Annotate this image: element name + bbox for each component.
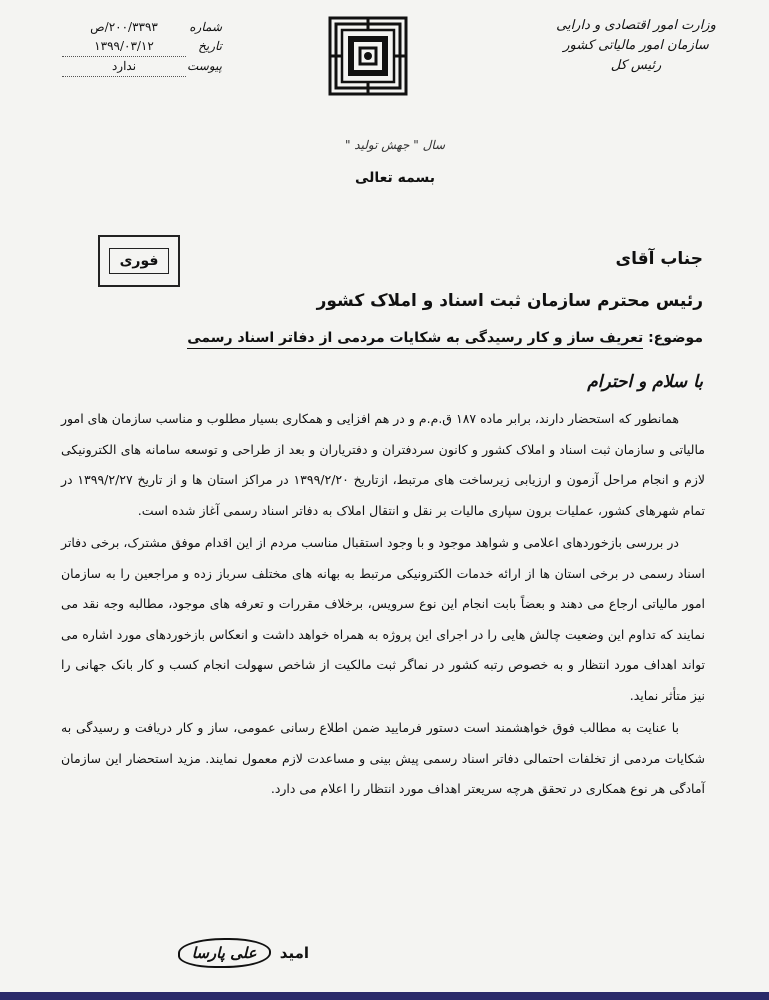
- emblem-logo: [328, 16, 408, 96]
- letter-meta: [62, 18, 222, 77]
- urgent-stamp: [98, 235, 180, 287]
- date-value: ۱۳۹۹/۰۳/۱۲: [62, 37, 186, 57]
- number-value: ۲۰۰/۳۳۹۳/ص: [90, 20, 158, 34]
- signature: [149, 938, 309, 968]
- date-label: تاریخ: [198, 39, 222, 53]
- number-label: شماره: [189, 20, 222, 34]
- addressee: [203, 238, 703, 322]
- office-title: رئیس کل: [610, 58, 662, 73]
- bismillah: بسمه تعالی: [354, 170, 436, 186]
- subject-label: موضوع:: [648, 330, 703, 346]
- signature-first: امید: [279, 944, 309, 962]
- letterhead: [531, 16, 741, 76]
- greeting: با سلام و احترام: [587, 372, 703, 392]
- body-paragraph: همانطور که استحضار دارند، برابر ماده ۱۸۷ ق.م.م و در هم افزایی و همکاری بسیار مطلوب و مناسب سازمان های امور مالیاتی و سازمان ثبت اسناد و املاک کشور و کانون سردفتران و دفتریاران و بعد از طراحی و توسعه سامانه های الکترونیکی لازم و انجام مراحل آزمون و ارزیابی زیرساخت های مرتبط، ازتاریخ ۱۳۹۹/۲/۲۰ در مراکز استان ها و از تاریخ ۱۳۹۹/۲/۲۷ در تمام شهرهای کشور، عملیات برون سپاری مالیات بر نقل و انتقال املاک به دفاتر اسناد رسمی آغاز شده است.: [61, 411, 706, 518]
- ministry-name: وزارت امور اقتصادی و دارایی: [556, 18, 716, 33]
- addressee-salutation: جناب آقای: [615, 249, 703, 269]
- subject-text: تعریف ساز و کار رسیدگی به شکایات مردمی از دفاتر اسناد رسمی: [187, 330, 643, 349]
- year-slogan: سال " جهش تولید ": [344, 138, 446, 152]
- subject-line: [63, 330, 703, 346]
- letter-body: [61, 404, 705, 807]
- bottom-border: [0, 992, 769, 1000]
- attachment-row: [62, 57, 222, 77]
- date-row: [62, 37, 222, 57]
- body-paragraph: با عنایت به مطالب فوق خواهشمند است دستور فرمایید ضمن اطلاع رسانی عمومی، ساز و کار دریافت و رسیدگی به شکایات مردمی از تخلفات احتمالی دفاتر اسناد رسمی پیش بینی و مساعدت لازم معمول نمایند. مزید استحضار این سازمان آمادگی هر نوع همکاری در تحقق هرچه سریعتر اهداف مورد انتظار را اعلام می دارد.: [61, 720, 705, 796]
- urgent-label: فوری: [109, 248, 170, 274]
- attachment-label: پیوست: [187, 59, 222, 73]
- organization-name: سازمان امور مالیاتی کشور: [563, 38, 709, 53]
- attachment-value: ندارد: [62, 57, 186, 77]
- addressee-title: رئیس محترم سازمان ثبت اسناد و املاک کشور: [316, 291, 703, 311]
- signature-name: علی پارسا: [178, 938, 271, 968]
- body-paragraph: در بررسی بازخوردهای اعلامی و شواهد موجود و با وجود استقبال مناسب مردم از این اقدام موفق مشترک، برخی دفاتر اسناد رسمی در برخی استان ها از ارائه خدمات الکترونیکی مرتبط به بهانه های مختلف سرباز زده و مراجعین را به سازمان امور مالیاتی ارجاع می دهند و بعضاً بابت انجام این نوع سرویس، برخلاف مقررات و تعرفه های موجود، مطالبه وجه نقد می نمایند که تداوم این وضعیت چالش هایی را در اجرای این پروژه به همراه خواهد داشت و انعکاس بازخوردهای مورد اشاره می تواند اهداف مورد انتظار و به خصوص رتبه کشور در نماگر ثبت مالکیت از شاخص سهولت انجام کسب و کار بانک جهانی را نیز متأثر نماید.: [61, 535, 705, 703]
- number-row: [62, 18, 222, 37]
